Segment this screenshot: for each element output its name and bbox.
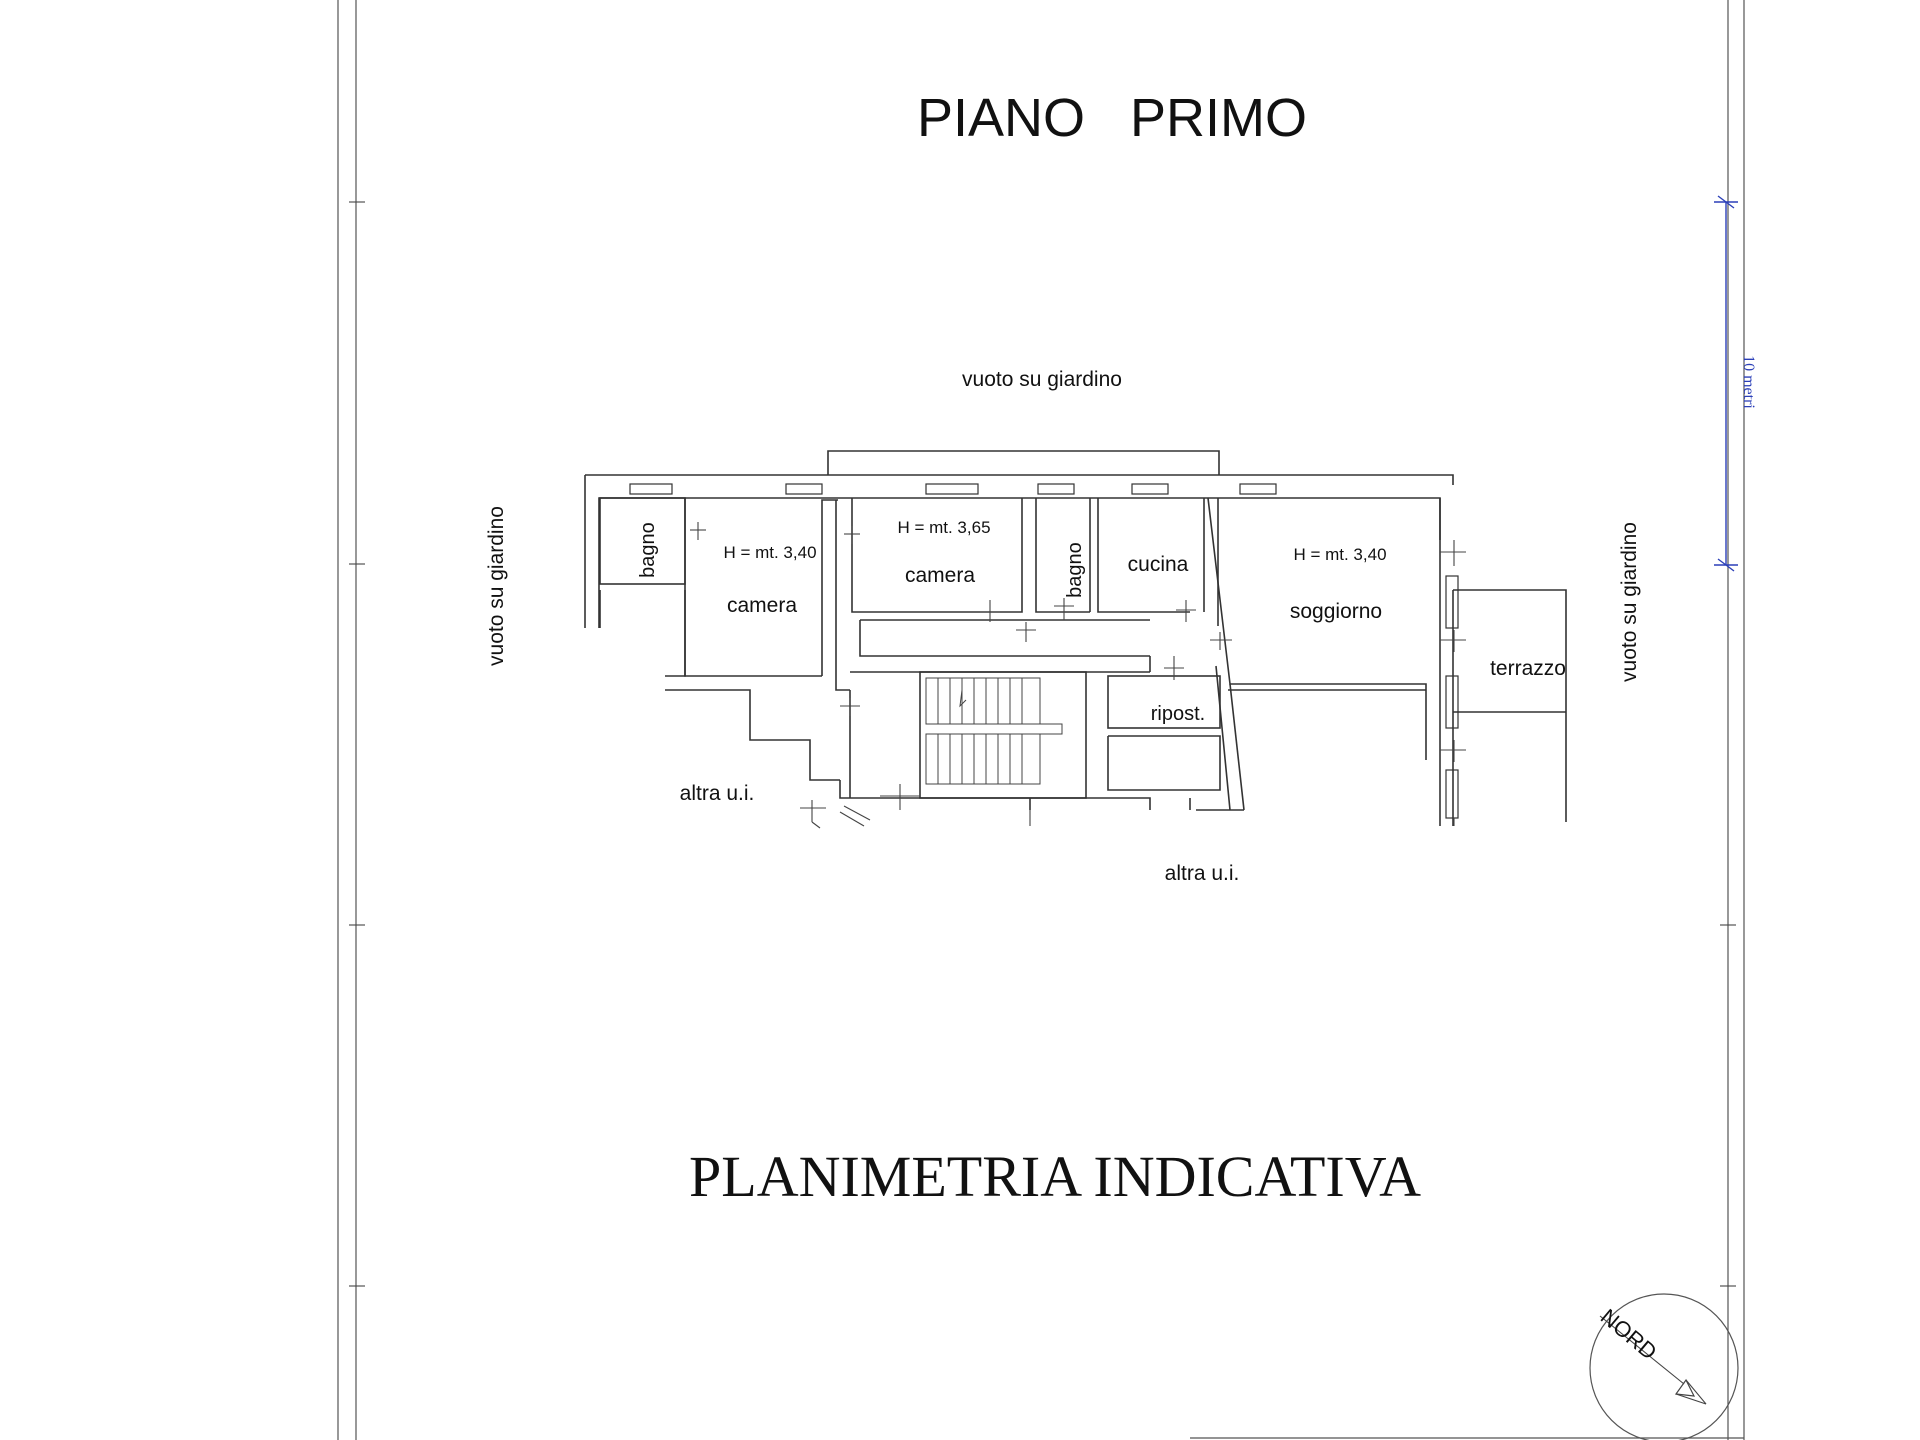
room-label-bagno-1: bagno [637,522,659,578]
label-right-garden: vuoto su giardino [1618,522,1641,682]
staircase [926,678,1062,784]
north-compass [1590,1294,1738,1440]
room-label-bagno-2: bagno [1064,542,1086,598]
room-height-3: H = mt. 3,40 [1293,545,1387,564]
label-other-unit-left: altra u.i. [679,782,755,805]
scale-bar [1714,196,1757,571]
windows [630,484,1458,818]
room-label-ripost: ripost. [1150,703,1206,725]
sheet-frame [338,0,1744,1440]
room-height-2: H = mt. 3,65 [897,518,991,537]
scale-bar-label: 10 metri [1740,355,1757,409]
label-other-unit-right: altra u.i. [1164,862,1240,885]
room-label-terrazzo: terrazzo [1490,657,1566,680]
room-label-cucina: cucina [1127,553,1189,576]
plan-title: PIANO PRIMO [916,88,1308,148]
compass-nord-label: NORD [1595,1303,1662,1365]
floor-plan-walls [585,451,1566,826]
label-left-garden: vuoto su giardino [485,506,508,666]
room-height-1: H = mt. 3,40 [723,543,817,562]
room-label-camera-2: camera [904,564,976,587]
plan-subtitle: PLANIMETRIA INDICATIVA [689,1144,1421,1209]
room-label-soggiorno: soggiorno [1289,600,1383,623]
room-label-camera-1: camera [726,594,798,617]
label-top-garden: vuoto su giardino [962,368,1122,391]
